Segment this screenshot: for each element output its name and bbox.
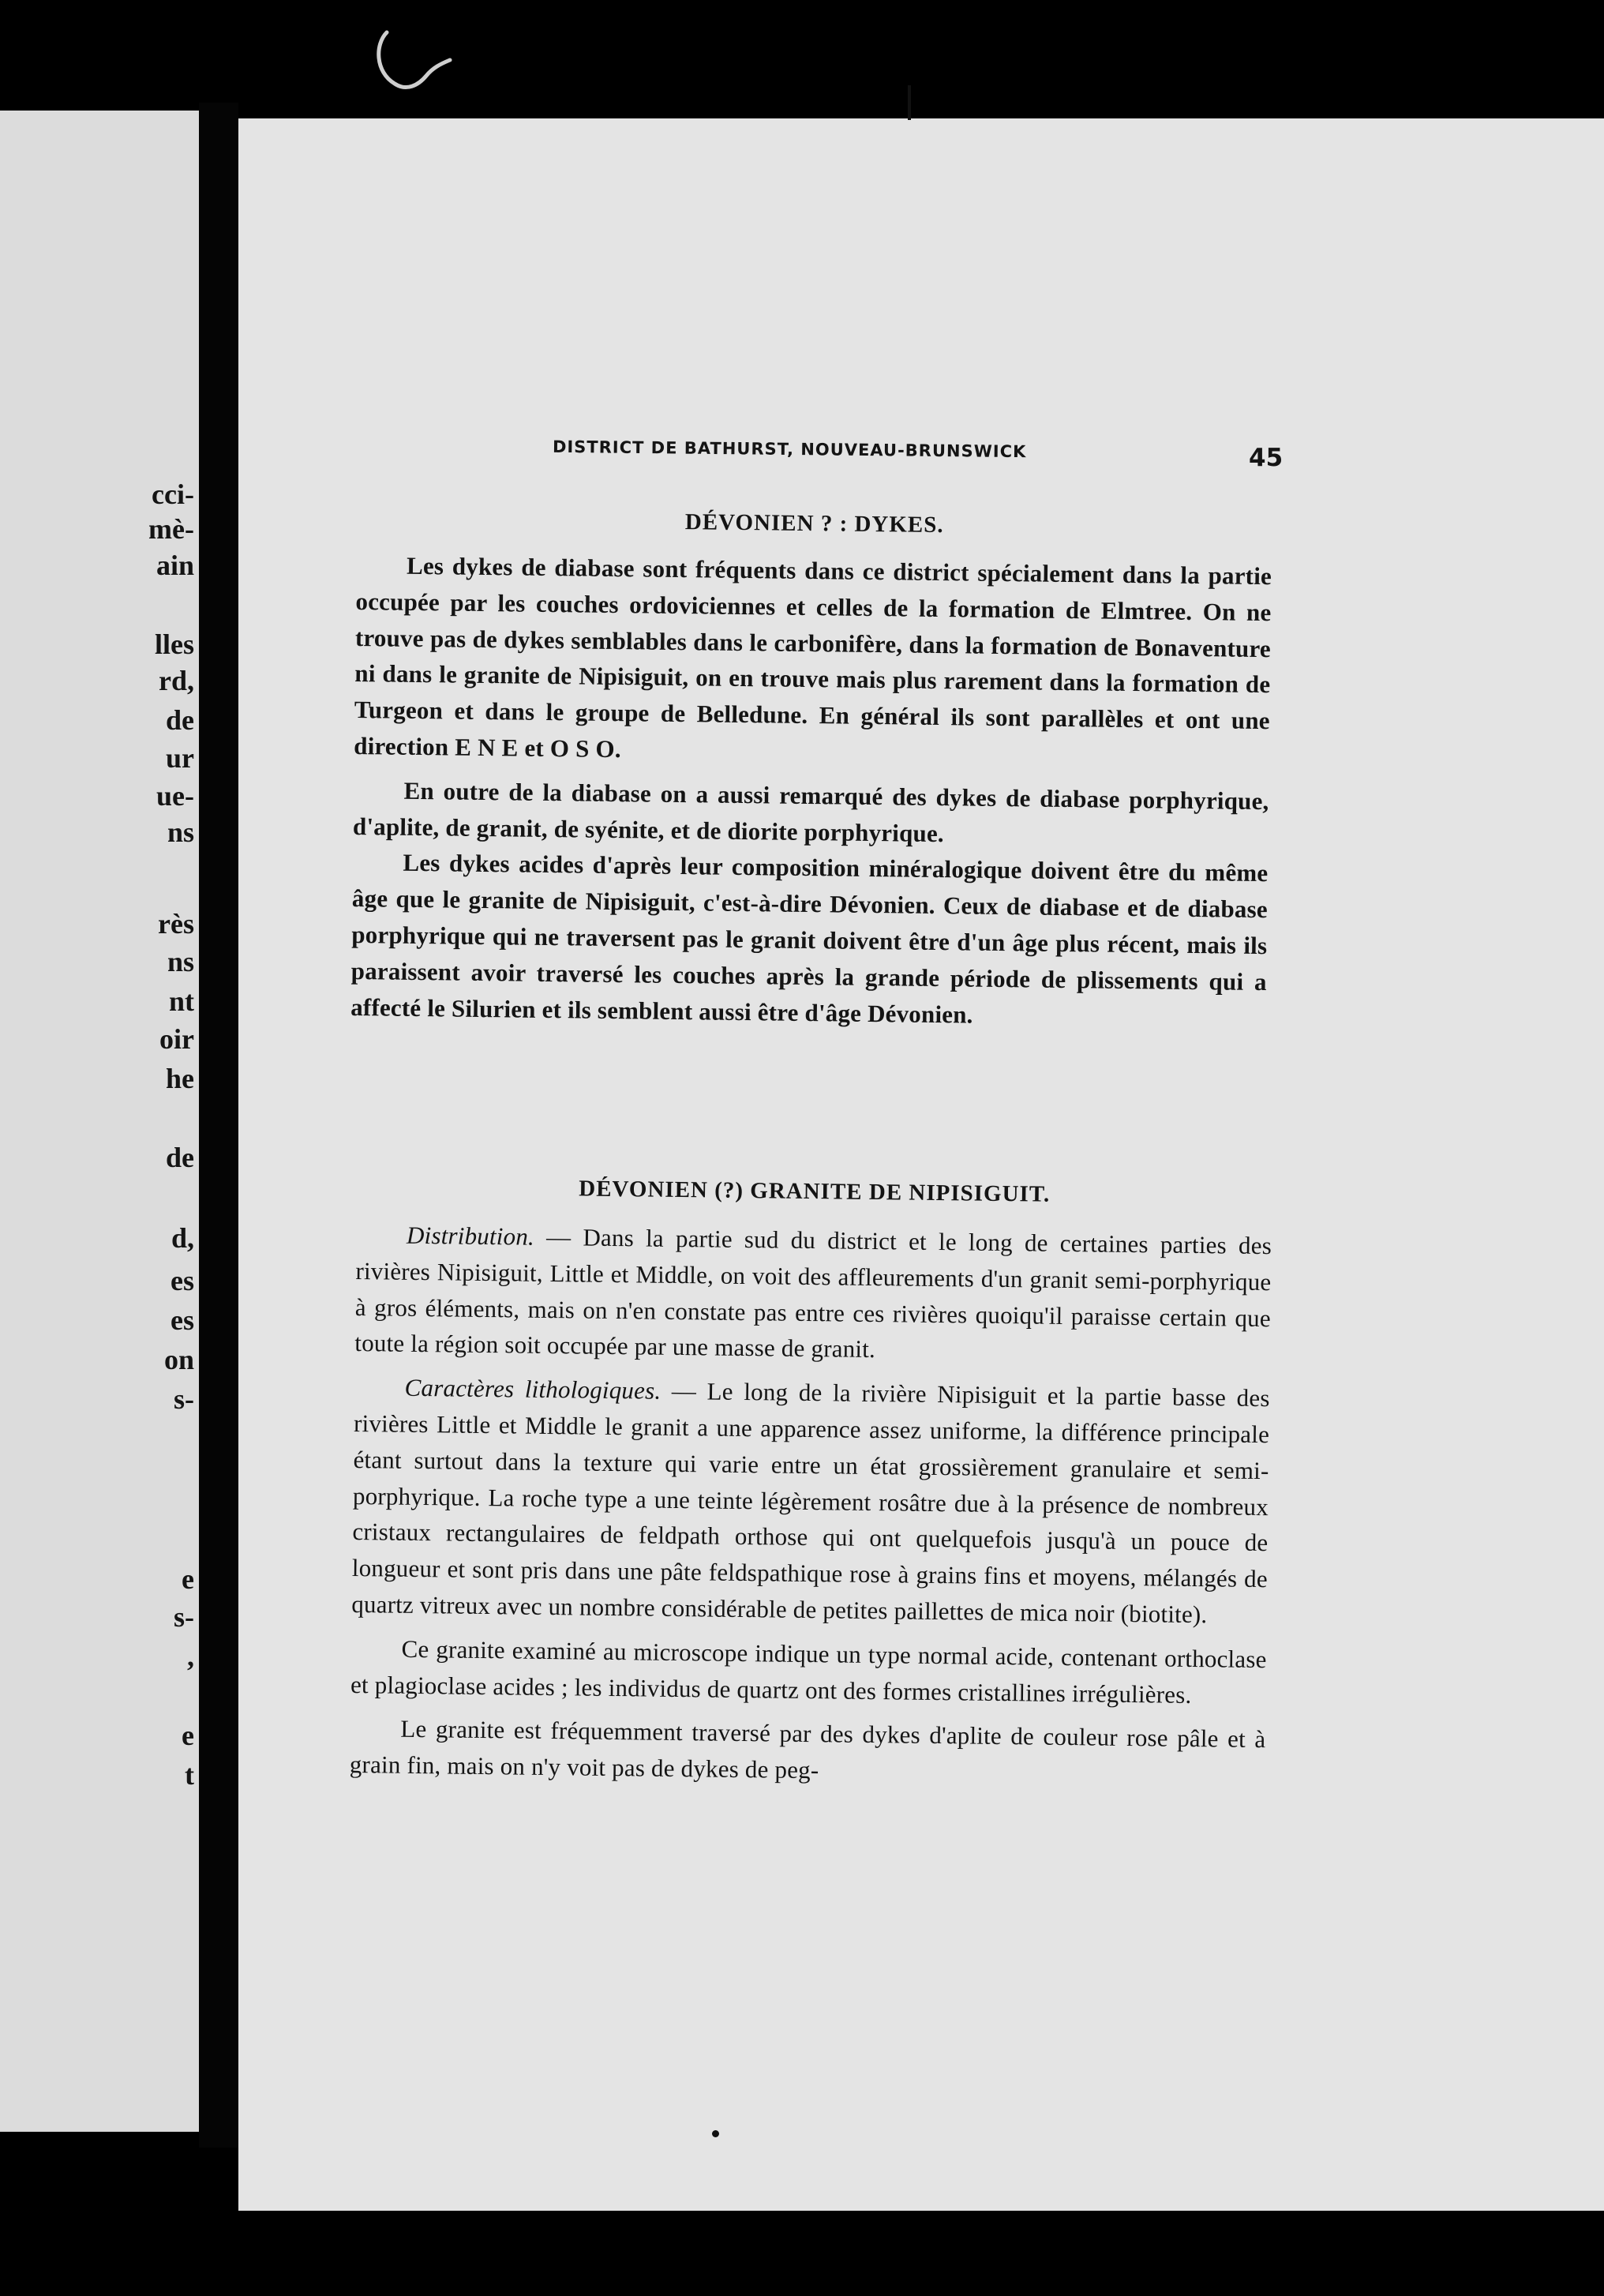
paragraph-lead: Distribution. <box>406 1221 535 1251</box>
left-fragment: lles <box>155 628 194 660</box>
running-title: DISTRICT DE BATHURST, NOUVEAU-BRUNSWICK <box>552 437 1027 462</box>
left-fragment: nt <box>168 985 194 1017</box>
book-spine-shadow <box>199 103 238 2148</box>
stray-dot-mark <box>712 2130 719 2137</box>
left-page-fragment <box>0 111 199 2132</box>
paragraph-text: En outre de la diabase on a aussi remarqué des dykes de diabase porphyrique, d'aplite, de granit, de syénite, et de diorite porphyrique. <box>352 776 1269 847</box>
left-fragment: e <box>182 1563 194 1595</box>
section-heading: DÉVONIEN ? : DYKES. <box>684 509 944 538</box>
paragraph <box>354 1217 1272 1372</box>
paragraph <box>350 1710 1266 1794</box>
left-fragment: ns <box>167 816 194 848</box>
left-fragment: de <box>166 1142 194 1173</box>
left-fragment: mè- <box>148 513 194 545</box>
paragraph <box>354 547 1272 775</box>
pencil-tick-mark <box>908 85 911 120</box>
paragraph-text: Les dykes acides d'après leur composition minéralogique doivent être du même âge que le granite de Nipisiguit, c'est-à-dire Dévonien. Ceux de diabase et de diabase porphyrique qui ne traversent pas le granit doivent être d'un âge plus récent, mais ils paraissent avoir traversé les couches après la grande période de plissements qui a affecté le Silurien et ils semblent aussi être d'âge Dévonien. <box>350 849 1269 1029</box>
section-granite <box>350 1173 1272 1794</box>
paragraph-lead: Caractères lithologiques. <box>404 1373 661 1405</box>
paragraph <box>351 1369 1270 1634</box>
left-fragment: oir <box>159 1023 194 1055</box>
left-fragment: d, <box>171 1222 194 1254</box>
left-fragment: es <box>171 1304 194 1336</box>
paragraph-text: Le granite est fréquemment traversé par des dykes d'aplite de couleur rose pâle et à grain fin, mais on n'y voit pas de dykes de peg- <box>349 1715 1266 1784</box>
handwritten-mark <box>371 28 458 99</box>
left-fragment: on <box>163 1344 194 1375</box>
paragraph-text: Ce granite examiné au microscope indique un type normal acide, contenant orthoclase et plagioclase acides ; les individus de quartz ont des formes cristallines irrégulières. <box>350 1634 1267 1709</box>
left-fragment: he <box>166 1063 194 1094</box>
paragraph <box>350 844 1269 1036</box>
paragraph-text: Les dykes de diabase sont fréquents dans ce district spécialement dans la partie occupée par les couches ordoviciennes et celles de la formation de Elmtree. On ne trouve pas de dykes semblables dans le carbonifère, dans la formation de Bonaventure ni dans le granite de Nipisiguit, on en trouve mais plus rarement dans la formation de Turgeon et dans le groupe de Belledune. En général ils sont parallèles et ont une direction E N E et O S O. <box>354 551 1272 763</box>
section-dykes <box>350 505 1272 1036</box>
left-fragment: s- <box>174 1383 194 1415</box>
left-fragment: cci- <box>152 478 194 510</box>
left-fragment: s- <box>174 1601 194 1633</box>
paragraph-text: — Le long de la rivière Nipisiguit et la partie basse des rivières Little et Middle le granit a une apparence assez uniforme, la différence principale étant surtout dans la texture qui varie entre un état grossièrement granulaire et semi-porphyrique. La roche type a une teinte légèrement rosâtre due à la présence de nombreux cristaux rectangulaires de feldpath orthose qui ont quelquefois jusqu'à un pouce de longueur et sont pris dans une pâte feldspathique rose à grains fins et moyens, mélangés de quartz vitreux avec un nombre considérable de petites paillettes de mica noir (biotite). <box>351 1376 1270 1629</box>
left-fragment: ain <box>156 550 194 581</box>
page-number: 45 <box>1249 444 1284 472</box>
left-fragment: ns <box>167 946 194 977</box>
section-heading: DÉVONIEN (?) GRANITE DE NIPISIGUIT. <box>579 1176 1051 1207</box>
left-fragment: ue- <box>156 780 194 812</box>
left-fragment: rd, <box>159 665 194 696</box>
paragraph-text: — Dans la partie sud du district et le long de certaines parties des rivières Nipisiguit, Little et Middle, on voit des affleurements d'un granit semi-porphyrique à gros éléments, mais on n'en constate pas entre ces rivières quoiqu'il paraisse certain que toute la région soit occupée par une masse de granit. <box>354 1222 1272 1364</box>
main-page <box>238 118 1604 2211</box>
left-fragment: e <box>182 1720 194 1751</box>
left-fragment: , <box>187 1641 194 1672</box>
paragraph <box>353 772 1269 856</box>
left-fragment: t <box>185 1759 194 1791</box>
left-fragment: es <box>171 1265 194 1296</box>
left-fragment: ur <box>166 742 194 774</box>
left-fragment: de <box>166 704 194 736</box>
left-fragment: rès <box>158 908 194 940</box>
paragraph <box>350 1630 1267 1714</box>
